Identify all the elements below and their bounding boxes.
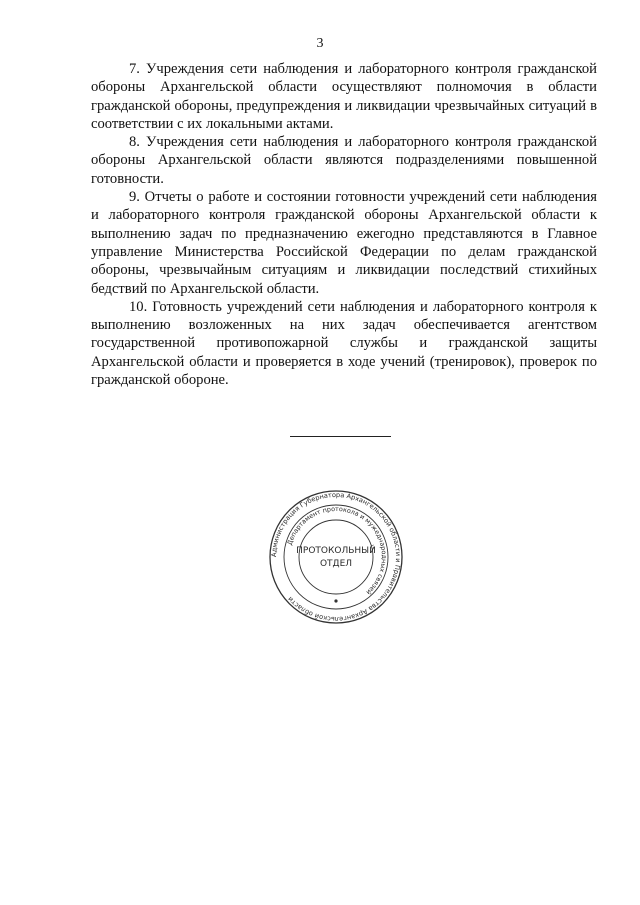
paragraph-10: 10. Готовность учреждений сети наблюдения и лабораторного контроля к выполнению возложенных на них задач обеспечивается агентством государственной противопожарной службы и гражданской защиты Архангельской области и проверяется в ходе учений (тренировок), проверок по гражданской обороне.	[91, 298, 597, 389]
stamp-center-line-2: ОТДЕЛ	[319, 559, 353, 569]
stamp-seal-graphic	[268, 489, 404, 625]
paragraph-9: 9. Отчеты о работе и состоянии готовности учреждений сети наблюдения и лабораторного контроля гражданской обороны Архангельской области к выполнению задач по предназначению ежегодно представляются в Главное управление Министерства Российской Федерации по делам гражданской обороны, чрезвычайным ситуациям и ликвидации последствий стихийных бедствий по Архангельской области.	[91, 189, 597, 297]
paragraph-8: 8. Учреждения сети наблюдения и лабораторного контроля гражданской обороны Архангельской области являются подразделениями повышенной готовности.	[91, 134, 597, 187]
paragraph-7: 7. Учреждения сети наблюдения и лабораторного контроля гражданской обороны Архангельской области осуществляют полномочия в области гражданской обороны, предупреждения и ликвидации чрезвычайных ситуаций в соответствии с их локальными актами.	[91, 61, 597, 132]
page-number: 3	[316, 36, 324, 51]
protocol-department-stamp	[268, 489, 404, 625]
stamp-center-line-1: ПРОТОКОЛЬНЫЙ	[296, 546, 376, 556]
stamp-inner-text: Департамент протокола и мужеднародных связей	[285, 504, 389, 597]
document-body	[91, 60, 597, 389]
stamp-outer-text: Администрация Губернатора Архангельской области и Правительства Архангельской области	[269, 490, 403, 624]
stamp-dot-icon	[334, 599, 337, 602]
separator-line	[290, 436, 391, 437]
